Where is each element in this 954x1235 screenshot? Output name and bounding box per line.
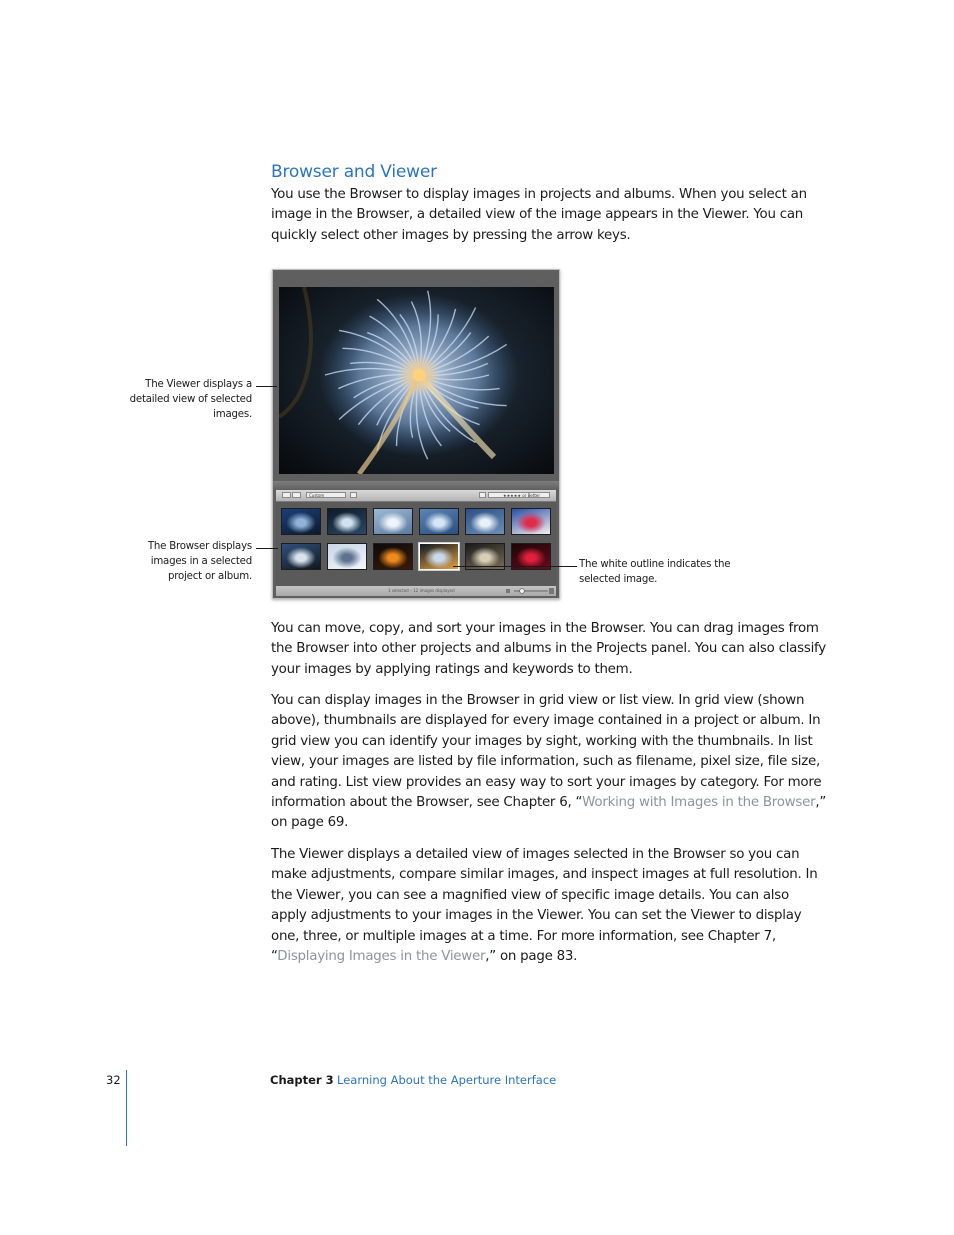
- viewer-text: The Viewer displays a detailed view of images selected in the Browser so you can make adjustments, compare similar images, and inspect images at full resolution. In the Viewer, you can see a magnified view of specific image details. You can also apply adjustments to your images in the Viewer. You can set the Viewer to display one, three, or multiple images at a time. For more information, see Chapter 7, “: [271, 847, 818, 965]
- page-number: 32: [106, 1073, 121, 1087]
- browser-status-bar: [276, 586, 556, 596]
- outline-callout-leader: [453, 566, 577, 567]
- list-view-icon[interactable]: [292, 492, 301, 498]
- filter-icon[interactable]: [479, 492, 486, 498]
- browser-chapter-link[interactable]: Working with Images in the Browser: [582, 795, 816, 811]
- viewer-callout: The Viewer displays a detailed view of selected images.: [129, 379, 252, 420]
- sort-direction-icon[interactable]: [350, 492, 357, 498]
- sort-menu-value: Custom: [309, 493, 325, 498]
- intro-paragraph: You use the Browser to display images in projects and albums. When you select an image in the Browser, a detailed view of the image appears in the Viewer. You can quickly select other images by pressing the arrow keys.: [271, 187, 807, 243]
- viewer-pane: [279, 287, 554, 474]
- fanworm-image: [279, 287, 554, 474]
- grid-list-paragraph: [271, 691, 827, 834]
- thumb-penguins[interactable]: [281, 543, 321, 570]
- rating-filter-field[interactable]: [488, 492, 550, 498]
- browser-callout-leader: [256, 548, 278, 549]
- thumb-ocean-sky[interactable]: [281, 508, 321, 535]
- rating-filter-value: ★★★★★ or Better: [503, 493, 541, 498]
- thumb-glacier[interactable]: [465, 508, 505, 535]
- browser-status-text: 1 selected – 12 images displayed: [388, 588, 455, 593]
- thumb-ice-cave[interactable]: [327, 508, 367, 535]
- aperture-screenshot: [272, 269, 560, 599]
- viewer-paragraph: [271, 845, 827, 967]
- viewer-chapter-link[interactable]: Displaying Images in the Viewer: [277, 949, 486, 965]
- viewer-divider[interactable]: [273, 481, 559, 490]
- sort-menu[interactable]: [306, 492, 346, 498]
- viewer-callout-leader: [256, 386, 277, 387]
- grid-list-text-end: ,” on page 69.: [271, 795, 827, 831]
- chapter-title: Learning About the Aperture Interface: [337, 1073, 557, 1087]
- thumb-coral-fish[interactable]: [511, 508, 551, 535]
- thumb-snow-field[interactable]: [373, 508, 413, 535]
- thumb-ice-cracks[interactable]: [419, 508, 459, 535]
- chapter-label: Chapter 3: [270, 1073, 334, 1087]
- browser-toolbar: [276, 490, 556, 502]
- grid-view-icon[interactable]: [282, 492, 291, 498]
- browser-callout: The Browser displays images in a selected project or album.: [147, 541, 252, 582]
- footer-rule: [126, 1070, 127, 1146]
- thumbnail-size-slider[interactable]: [504, 586, 554, 596]
- grid-list-text: You can display images in the Browser in grid view or list view. In grid view (shown above), thumbnails are displayed for every image contained in a project or album. In grid view you can identify your images by sight, working with the thumbnails. In list view, your images are listed by file information, such as filename, pixel size, file size, and rating. List view provides an easy way to sort your images by category. For more information about the Browser, see Chapter 6, “: [271, 693, 822, 811]
- outline-callout: The white outline indicates the selected image.: [579, 559, 731, 585]
- thumb-orange-coral[interactable]: [373, 543, 413, 570]
- move-copy-paragraph: You can move, copy, and sort your images in the Browser. You can drag images from the Browser into other projects and albums in the Projects panel. You can also classify your images by applying ratings and keywords to them.: [271, 621, 826, 677]
- thumb-ice-shore[interactable]: [327, 543, 367, 570]
- section-heading: Browser and Viewer: [271, 162, 437, 182]
- viewer-text-end: ,” on page 83.: [485, 949, 578, 965]
- browser-grid: [276, 502, 556, 586]
